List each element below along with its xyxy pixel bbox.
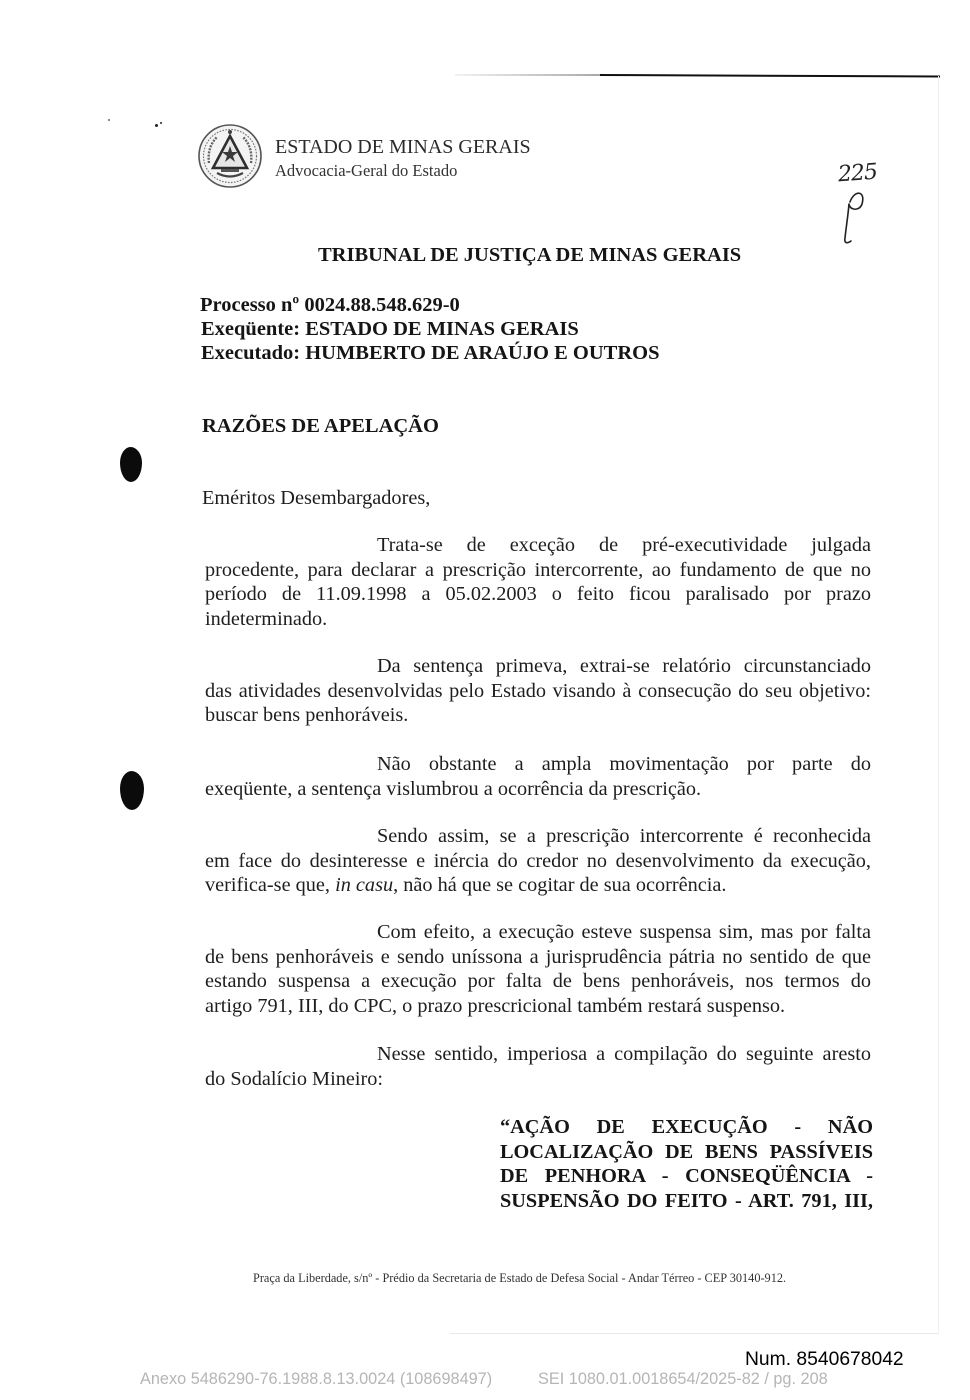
- scan-page-edge: [938, 76, 939, 1334]
- org-name: ESTADO DE MINAS GERAIS: [275, 136, 531, 158]
- text-line: “AÇÃO DE EXECUÇÃO - NÃO: [500, 1116, 873, 1138]
- paragraph-6: [205, 1042, 871, 1091]
- executado-line: [201, 341, 660, 365]
- text-line: SUSPENSÃO DO FEITO - ART. 791, III,: [500, 1189, 873, 1212]
- document-title: RAZÕES DE APELAÇÃO: [202, 415, 439, 437]
- text-line: DE PENHORA - CONSEQÜÊNCIA -: [500, 1165, 873, 1188]
- text-line: [205, 873, 871, 898]
- exequente-name: ESTADO DE MINAS GERAIS: [305, 318, 579, 340]
- paragraph-5: [205, 920, 871, 1018]
- punch-hole: [120, 771, 144, 810]
- sei-reference: SEI 1080.01.0018654/2025-82 / pg. 208: [538, 1370, 828, 1388]
- text-line: Com efeito, a execução esteve suspensa sim, mas por falta: [377, 921, 871, 943]
- footer-address: Praça da Liberdade, s/nº - Prédio da Secretaria de Estado de Defesa Social - Andar Térreo - CEP 30140-912.: [253, 1271, 787, 1285]
- process-line: [200, 293, 460, 317]
- handwritten-rubric: [830, 180, 880, 250]
- text-segment: , não há que se cogitar de sua ocorrência.: [393, 874, 727, 897]
- text-line: Trata-se de exceção de pré-executividade julgada: [377, 534, 871, 556]
- scan-edge-line: [455, 74, 605, 76]
- text-line: Nesse sentido, imperiosa a compilação do seguinte aresto: [377, 1043, 871, 1065]
- text-line: LOCALIZAÇÃO DE BENS PASSÍVEIS: [500, 1140, 873, 1163]
- text-line: artigo 791, III, do CPC, o prazo prescricional também restará suspenso.: [205, 994, 786, 1017]
- citation-block: [500, 1115, 873, 1213]
- executado-name: HUMBERTO DE ARAÚJO E OUTROS: [305, 342, 660, 364]
- org-subtitle: Advocacia-Geral do Estado: [275, 161, 458, 180]
- paragraph-4: [205, 824, 871, 898]
- emphasis-text: in casu: [335, 874, 394, 897]
- text-line: procedente, para declarar a prescrição intercorrente, ao fundamento de que no: [205, 558, 871, 581]
- punch-hole: [120, 447, 142, 482]
- folio-number: 225: [837, 159, 878, 188]
- process-label: Processo nº: [200, 294, 300, 316]
- annex-reference: Anexo 5486290-76.1988.8.13.0024 (108698497): [140, 1370, 493, 1388]
- text-line: de bens penhoráveis e sendo uníssona a jurisprudência pátria no sentido de que: [205, 945, 871, 968]
- scan-speck: [108, 119, 110, 121]
- scan-speck: [160, 122, 162, 124]
- text-line: das atividades desenvolvidas pelo Estado visando à consecução do seu objetivo:: [205, 679, 871, 702]
- exequente-line: [201, 317, 579, 341]
- paragraph-2: [205, 654, 871, 728]
- text-line: do Sodalício Mineiro:: [205, 1067, 384, 1090]
- text-line: Não obstante a ampla movimentação por parte do: [377, 753, 871, 775]
- process-number: 0024.88.548.629-0: [304, 294, 460, 316]
- paragraph-3: [205, 752, 871, 801]
- text-line: Da sentença primeva, extrai-se relatório circunstanciado: [377, 655, 871, 677]
- document-number: Num. 8540678042: [745, 1349, 904, 1370]
- text-line: período de 11.09.1998 a 05.02.2003 o feito ficou paralisado por prazo: [205, 583, 871, 606]
- salutation: Eméritos Desembargadores,: [202, 487, 431, 509]
- paragraph-1: [205, 533, 871, 631]
- text-line: indeterminado.: [205, 607, 328, 630]
- text-segment: verifica-se que,: [205, 874, 336, 897]
- executado-label: Executado:: [201, 342, 301, 364]
- coat-of-arms-icon: [197, 123, 263, 189]
- text-line: Sendo assim, se a prescrição intercorrente é reconhecida: [377, 825, 871, 847]
- scan-edge-line: [600, 74, 940, 77]
- text-line: buscar bens penhoráveis.: [205, 704, 409, 727]
- text-line: exeqüente, a sentença vislumbrou a ocorrência da prescrição.: [205, 777, 702, 800]
- scan-page-edge: [450, 1333, 938, 1334]
- text-line: em face do desinteresse e inércia do credor no desenvolvimento da execução,: [205, 849, 871, 872]
- scan-speck: [155, 124, 158, 127]
- court-heading: TRIBUNAL DE JUSTIÇA DE MINAS GERAIS: [318, 244, 742, 266]
- exequente-label: Exeqüente:: [201, 318, 301, 340]
- text-line: estando suspensa a execução por falta de bens penhoráveis, nos termos do: [205, 970, 871, 993]
